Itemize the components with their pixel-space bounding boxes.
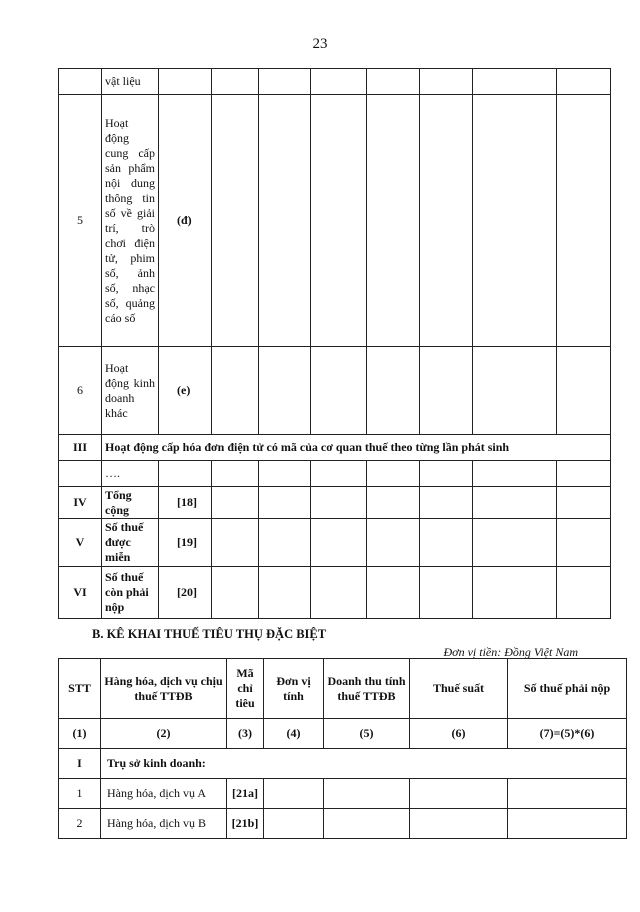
table-row (59, 519, 611, 567)
page-number: 23 (312, 36, 328, 52)
row-code: [19] (159, 519, 212, 567)
column-number: (6) (410, 719, 508, 749)
column-number-row (59, 719, 627, 749)
table-row (59, 95, 611, 347)
table-row (59, 779, 627, 809)
table-row (59, 809, 627, 839)
row-label: Hoạt động kinh doanh khác (102, 347, 159, 435)
table-header-row (59, 659, 627, 719)
row-stt: 2 (59, 809, 101, 839)
column-header: Mã chỉ tiêu (227, 659, 264, 719)
row-label: Hàng hóa, dịch vụ A (101, 779, 227, 809)
column-number: (7)=(5)*(6) (508, 719, 627, 749)
table-row (59, 487, 611, 519)
column-header: Số thuế phải nộp (508, 659, 627, 719)
column-number: (5) (324, 719, 410, 749)
table-row (59, 69, 611, 95)
row-label: Hoạt động cung cấp sản phẩm nội dung thông tin số về giải trí, trò chơi điện tử, phim số, ảnh số, nhạc số, quảng cáo số (102, 95, 159, 347)
section-heading: Trụ sở kinh doanh: (101, 749, 627, 779)
column-header: Doanh thu tính thuế TTĐB (324, 659, 410, 719)
row-code: [21a] (227, 779, 264, 809)
row-code: [20] (159, 567, 212, 619)
row-code: [21b] (227, 809, 264, 839)
table-row (59, 567, 611, 619)
currency-note: Đơn vị tiền: Đồng Việt Nam (443, 645, 578, 659)
column-header: STT (59, 659, 101, 719)
row-stt: V (59, 519, 102, 567)
column-header: Thuế suất (410, 659, 508, 719)
row-stt: 6 (59, 347, 102, 435)
row-code: (e) (159, 347, 212, 435)
special-consumption-tax-table (58, 658, 627, 839)
column-header: Hàng hóa, dịch vụ chịu thuế TTĐB (101, 659, 227, 719)
column-number: (3) (227, 719, 264, 749)
row-label: Tổng cộng (102, 487, 159, 519)
row-code: (đ) (159, 95, 212, 347)
income-tax-table (58, 68, 611, 619)
section-heading: Hoạt động cấp hóa đơn điện tử có mã của cơ quan thuế theo từng lần phát sinh (102, 435, 611, 461)
row-stt: IV (59, 487, 102, 519)
row-stt: 1 (59, 779, 101, 809)
row-stt: 5 (59, 95, 102, 347)
row-code: [18] (159, 487, 212, 519)
table-row (59, 347, 611, 435)
row-label: Số thuế còn phải nộp (102, 567, 159, 619)
row-label: Hàng hóa, dịch vụ B (101, 809, 227, 839)
table-row (59, 749, 627, 779)
row-label: Số thuế được miễn (102, 519, 159, 567)
row-label: …. (102, 461, 159, 487)
row-stt: VI (59, 567, 102, 619)
section-b-title: B. KÊ KHAI THUẾ TIÊU THỤ ĐẶC BIỆT (92, 627, 327, 641)
row-stt: I (59, 749, 101, 779)
row-stt: III (59, 435, 102, 461)
row-label: vật liệu (102, 69, 159, 95)
column-number: (1) (59, 719, 101, 749)
column-header: Đơn vị tính (264, 659, 324, 719)
table-row (59, 461, 611, 487)
column-number: (2) (101, 719, 227, 749)
column-number: (4) (264, 719, 324, 749)
table-row (59, 435, 611, 461)
